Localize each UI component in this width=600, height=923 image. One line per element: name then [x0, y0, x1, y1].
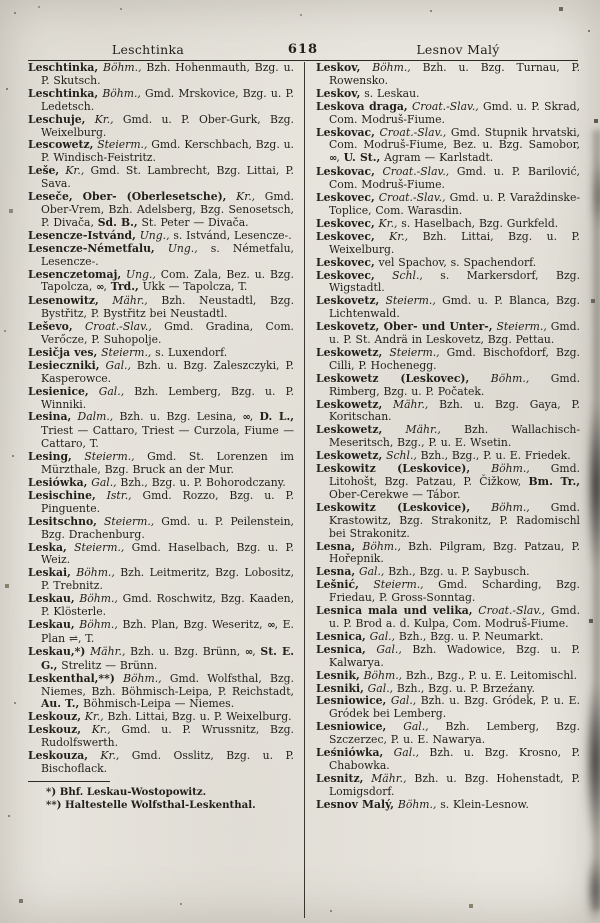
entry-segment: Steierm.,	[382, 345, 440, 359]
gazetteer-entry	[28, 750, 294, 776]
entry-segment: Kr.,	[374, 229, 409, 243]
entry-segment: Lesencze-Németfalu,	[28, 241, 155, 255]
entry-segment: Gmd. u. P. Ober-Gurk, Bzg. Weixelburg.	[41, 112, 294, 139]
gazetteer-entry	[28, 321, 294, 347]
entry-segment: Leskovac,	[316, 165, 375, 179]
gazetteer-entry	[316, 695, 580, 721]
entry-segment: Gal.,	[365, 642, 402, 656]
entry-segment: Croat.-Slav.,	[374, 125, 447, 139]
entry-segment: Gmd. Bischofdorf, Bzg. Cilli, P. Hochenegg.	[329, 345, 580, 372]
entry-segment: Steierm.,	[492, 320, 547, 334]
footnote-text: Haltestelle Wolfsthal-Leskenthal.	[65, 798, 256, 811]
entry-segment: , E. Plan ⇌, T.	[41, 617, 294, 645]
entry-segment: s. Haselbach, Bzg. Gurkfeld.	[397, 216, 559, 230]
entry-segment: Croat.-Slav.,	[72, 320, 152, 334]
entry-segment: Gal.,	[363, 681, 394, 695]
entry-segment: Croat.-Slav.,	[374, 165, 450, 179]
scan-ink-blot	[592, 160, 600, 230]
gazetteer-entry	[316, 502, 580, 541]
entry-segment: Croat.-Slav.,	[407, 99, 479, 113]
entry-segment: Istr.,	[95, 488, 132, 502]
entry-segment: Steierm.,	[71, 450, 135, 464]
gazetteer-entry	[28, 62, 294, 88]
entry-segment: Bzh. Pilgram, Bzg. Patzau, P. Hořepnik.	[329, 539, 580, 566]
page-number: 618	[287, 42, 319, 57]
running-head-left: Leschtinka	[111, 42, 185, 57]
entry-segment: Gmd. u. P. Brod a. d. Kulpa, Com. Modruš-Fiume.	[329, 604, 580, 630]
entry-segment: Leskouz,	[28, 710, 81, 724]
entry-segment: Gal.,	[355, 565, 385, 579]
entry-segment: Gmd. u. P. Skrad, Com. Modruš-Fiume.	[329, 99, 580, 126]
entry-segment: Ober-Cerekwe — Tábor.	[329, 487, 461, 501]
gazetteer-entry	[28, 243, 294, 269]
entry-segment: Böhm.,	[469, 371, 530, 385]
footnote	[28, 799, 294, 812]
gazetteer-entry	[28, 542, 294, 568]
entry-segment: Kr.,	[87, 749, 120, 763]
entry-segment: Leseče, Ober- (Oberlesetsche),	[28, 190, 227, 204]
page-header	[28, 36, 578, 61]
entry-segment: Lesna,	[316, 565, 356, 579]
entry-segment: Gmd. St. Lambrecht, Bzg. Littai, P. Sava.	[41, 164, 294, 191]
footnote-marker: **)	[46, 798, 62, 811]
entry-segment: Bzh., Bzg., P. u. E. Leitomischl.	[402, 668, 578, 682]
entry-segment: s. Istvánd, Lesencze-.	[169, 228, 292, 242]
entry-segment: Lešnić,	[316, 578, 359, 592]
entry-segment: Bzh. Littai, Bzg. u. P. Weixelburg.	[103, 710, 292, 724]
entry-segment: Lesičja ves,	[28, 345, 98, 359]
footnote-marker: *)	[46, 785, 57, 798]
entry-segment: Gmd. Kerschbach, Bzg. u. P. Windisch-Feistritz.	[41, 138, 294, 165]
gazetteer-entry	[28, 360, 294, 386]
gazetteer-entry	[28, 490, 294, 516]
entry-segment: Leschuje,	[28, 112, 86, 126]
gazetteer-entry	[316, 399, 580, 425]
entry-segment: Lesnov Malý,	[316, 797, 395, 811]
scan-ink-blot	[585, 680, 600, 840]
entry-segment: Lesenczetomaj,	[28, 267, 122, 281]
entry-segment: Com. Zala, Bez. u. Bzg. Tapolcza,	[41, 267, 294, 294]
gazetteer-entry	[316, 192, 580, 218]
gazetteer-entry	[28, 88, 294, 114]
scan-noise-specks	[0, 0, 2, 2]
entry-segment: Steierm.,	[93, 138, 148, 152]
entry-segment: Leskowetz (Leskovec),	[316, 371, 470, 385]
entry-segment: Lesnik,	[316, 668, 360, 682]
entry-segment: s. Leskau.	[360, 86, 420, 100]
gazetteer-entry	[316, 773, 580, 799]
entry-segment: Bm. Tr.,	[528, 475, 580, 488]
gazetteer-entry	[316, 644, 580, 670]
entry-segment: Leskova draga,	[316, 99, 408, 113]
gazetteer-entry	[316, 605, 580, 631]
entry-segment: Leskau,	[28, 592, 75, 606]
entry-segment: Böhm.,	[470, 462, 530, 476]
entry-segment: Bzh. u. Bzg. Gaya, P. Koritschan.	[329, 397, 580, 424]
entry-segment: Leskowetz,	[316, 397, 383, 411]
entry-segment: Böhm.,	[70, 566, 115, 580]
gazetteer-entry	[28, 411, 294, 451]
entry-segment: Böhm.,	[114, 671, 162, 685]
entry-segment: Lesnica,	[316, 629, 366, 643]
entry-segment: Lesing,	[28, 450, 72, 464]
entry-segment: Gmd. u. P. Barilović, Com. Modruš-Fiume.	[329, 165, 580, 192]
entry-segment: s. Markersdorf, Bzg. Wigstadtl.	[329, 268, 581, 295]
entry-segment: Sd. B.,	[97, 215, 138, 229]
entry-segment: Triest — Cattaro, Triest — Curzola, Fiume — Cattaro, T.	[41, 424, 294, 451]
entry-segment: Bzh., Bzg. u. P. Neumarkt.	[395, 629, 544, 643]
entry-segment: Gal.,	[88, 384, 125, 398]
entry-segment: Bzh. u. Bzg. Gródek, P. u. E. Gródek bei Lemberg.	[329, 694, 580, 721]
gazetteer-entry	[316, 321, 580, 347]
entry-segment: Ung.,	[135, 228, 170, 242]
entry-segment: Gmd. u. P. Peilenstein, Bzg. Drachenburg.	[41, 514, 294, 541]
entry-segment: Bzh. Lemberg, Bzg. u. P. Winniki.	[41, 384, 294, 411]
entry-segment: Gmd. Rozzo, Bzg. u. P. Pinguente.	[41, 488, 294, 515]
entry-segment: U. St.,	[343, 151, 381, 165]
entry-segment: Gmd. Wolfsthal, Bzg. Niemes, Bzh. Böhmisch-Leipa, P. Reichstadt,	[41, 671, 294, 698]
railway-station-icon: ∞	[242, 412, 250, 424]
entry-segment: Steierm.,	[66, 540, 125, 554]
entry-segment: Leschtinka,	[28, 86, 99, 100]
entry-segment: Böhm.,	[360, 61, 411, 74]
scan-ink-blot	[587, 855, 600, 923]
entry-segment: Böhm.,	[394, 797, 437, 811]
entry-segment: Lesienice,	[28, 384, 89, 398]
entry-segment: Gmd. Haselbach, Bzg. u. P. Weiz.	[41, 540, 294, 567]
entry-segment: Croat.-Slav.,	[472, 604, 546, 618]
gazetteer-entry	[316, 747, 580, 773]
entry-segment: Leskovec,	[316, 216, 375, 230]
entry-segment: Lesniki,	[316, 681, 364, 695]
railway-station-icon: ∞	[267, 619, 275, 631]
entry-segment: Leše,	[28, 164, 60, 178]
gazetteer-entry	[28, 593, 294, 619]
column-left	[28, 62, 304, 918]
entry-segment: Leskowetz,	[316, 423, 383, 437]
entry-segment: Bzh. u. Bzg. Brünn,	[125, 644, 245, 658]
entry-segment: St. E. G.,	[41, 644, 294, 672]
column-left-entries	[28, 62, 294, 776]
entry-segment: Böhmisch-Leipa — Niemes.	[79, 697, 235, 711]
gazetteer-entry	[28, 191, 294, 230]
gazetteer-entry	[316, 541, 580, 567]
entry-segment: Steierm.,	[358, 578, 424, 592]
entry-segment: vel Spachov, s. Spachendorf.	[374, 255, 537, 269]
entry-segment: Ung.,	[121, 267, 156, 281]
entry-segment: Bzh. Wallachisch-Meseritsch, Bzg., P. u. E. Wsetin.	[329, 423, 580, 450]
scan-ink-blot	[587, 400, 600, 570]
entry-segment: Lesenowitz,	[28, 294, 99, 308]
entry-segment: Mähr.,	[98, 294, 148, 308]
entry-segment: Lesnitz,	[316, 771, 364, 785]
entry-segment: Lesischine,	[28, 488, 96, 502]
entry-segment: ,	[252, 644, 261, 658]
entry-segment: Agram — Karlstadt.	[380, 151, 494, 165]
entry-segment: Bzh. Lemberg, Bzg. Szczerzec, P. u. E. Nawarya.	[329, 720, 581, 747]
entry-segment: Leskovec,	[316, 268, 375, 282]
entry-segment: ,	[336, 151, 344, 165]
entry-segment: Böhm.,	[74, 617, 118, 631]
entry-segment: Böhm.,	[98, 86, 141, 100]
entry-segment: Lesiówka,	[28, 476, 88, 489]
gazetteer-entry	[316, 721, 580, 747]
entry-segment: Leskovec,	[316, 229, 375, 243]
entry-segment: Gal.,	[386, 720, 429, 734]
entry-segment: s. Németfalu, Lesencze-.	[41, 241, 294, 268]
entry-segment: Gal.,	[99, 358, 131, 372]
entry-segment: ,	[103, 280, 111, 294]
entry-segment: Bzh. Leitmeritz, Bzg. Lobositz, P. Trebnitz.	[41, 566, 294, 593]
entry-segment: Mähr.,	[85, 644, 126, 658]
entry-segment: Gmd. Scharding, Bzg. Friedau, P. Gross-Sonntag.	[329, 578, 580, 605]
entry-segment: Gmd. Krastowitz, Bzg. Strakonitz, P. Radomischl bei Strakonitz.	[329, 500, 580, 540]
entry-segment: Böhm.,	[355, 539, 401, 553]
entry-segment: Schl.,	[382, 449, 417, 463]
entry-segment: Gmd. Mrskovice, Bzg. u. P. Ledetsch.	[41, 86, 294, 113]
gazetteer-entry	[316, 270, 580, 296]
gazetteer-entry	[28, 386, 294, 412]
gazetteer-entry	[316, 373, 580, 399]
entry-segment: Lesina,	[28, 410, 72, 424]
entry-segment: Bzh. Hohenmauth, Bzg. u. P. Skutsch.	[41, 61, 294, 87]
entry-segment: Leskovetz,	[316, 294, 380, 308]
gazetteer-entry	[316, 347, 580, 373]
entry-segment: Gmd. St. Lorenzen im Mürzthale, Bzg. Bruck an der Mur.	[41, 450, 294, 477]
entry-segment: Lesniowice,	[316, 694, 387, 708]
entry-segment: Lesnica,	[316, 642, 366, 656]
gazetteer-entry	[316, 463, 580, 502]
gazetteer-entry	[316, 799, 580, 812]
entry-segment: Au. T.,	[41, 697, 80, 711]
railway-station-icon: ∞	[96, 282, 104, 294]
entry-segment: Dalm.,	[71, 410, 114, 424]
gazetteer-entry	[28, 646, 294, 673]
gazetteer-entry	[28, 516, 294, 542]
entry-segment: Bzh., Bzg. u. P. Brzeźany.	[393, 681, 535, 695]
gazetteer-entry	[316, 424, 580, 450]
entry-segment: s. Luxendorf.	[151, 345, 228, 359]
entry-segment: Gmd. Roschwitz, Bzg. Kaaden, P. Klösterle.	[41, 592, 295, 619]
entry-segment: Böhm.,	[470, 500, 530, 514]
entry-segment: Leskau,	[28, 617, 75, 631]
entry-segment: Steierm.,	[379, 294, 436, 308]
entry-segment: Lesna,	[316, 539, 356, 553]
entry-segment: Croat.-Slav.,	[374, 191, 446, 205]
entry-segment: Mähr.,	[363, 771, 407, 785]
entry-segment: Lesnica mala und velika,	[316, 604, 473, 618]
gazetteer-entry	[316, 62, 580, 88]
entry-segment: Gmd. u. P. Blanca, Bzg. Lichtenwald.	[329, 294, 580, 321]
entry-segment: St. Peter — Divača.	[137, 215, 249, 229]
gazetteer-entry	[28, 269, 294, 296]
entry-segment: Gmd. u. P. Varaždinske-Toplice, Com. Warasdin.	[329, 191, 580, 217]
entry-segment: Kr.,	[374, 216, 398, 230]
entry-segment: Gmd. Ober-Vrem, Bzh. Adelsberg, Bzg. Senosetsch, P. Divača,	[41, 190, 294, 229]
entry-segment: Bzh. u. Bzg. Zaleszczyki, P. Kasperowce.	[41, 358, 294, 385]
railway-station-icon: ∞	[244, 646, 253, 658]
entry-segment: Böhm.,	[74, 592, 118, 606]
entry-segment: Bzh. Neustadtl, Bzg. Bystřitz, P. Bystřitz bei Neustadtl.	[41, 294, 294, 321]
scan-edge-smudge	[590, 130, 600, 910]
entry-segment: Steierm.,	[97, 345, 152, 359]
entry-segment: Leskovetz, Ober- und Unter-,	[316, 320, 493, 334]
entry-segment: Leskowitz (Leskovice),	[316, 500, 471, 514]
gazetteer-entry	[28, 295, 294, 321]
footnotes	[28, 781, 294, 812]
entry-segment: Leskowetz,	[316, 449, 383, 463]
entry-segment: Mähr.,	[382, 423, 441, 437]
gazetteer-entry	[28, 673, 294, 712]
entry-segment: Kr.,	[59, 164, 85, 178]
entry-segment: Leskov,	[316, 86, 361, 100]
entry-segment: Gmd. u. P. St. Andrä in Leskovetz, Bzg. Pettau.	[329, 320, 580, 347]
gazetteer-entry	[316, 101, 580, 127]
entry-segment: Mähr.,	[382, 397, 429, 411]
gazetteer-entry	[28, 619, 294, 646]
entry-segment: Lescowetz,	[28, 138, 94, 152]
entry-segment: Leskouz,	[28, 723, 81, 737]
entry-segment: Leskowetz,	[316, 345, 383, 359]
entry-segment: Kr.,	[85, 112, 114, 126]
entry-segment: Lesencze-Istvánd,	[28, 228, 136, 242]
entry-segment: Böhm.,	[98, 61, 142, 74]
entry-segment: Schl.,	[374, 268, 423, 282]
entry-segment: Leskouza,	[28, 749, 88, 763]
gazetteer-entry	[28, 165, 294, 191]
text-columns	[28, 62, 580, 918]
entry-segment: Gal.,	[365, 629, 396, 643]
entry-segment: Steierm.,	[96, 514, 155, 528]
gazetteer-entry	[28, 567, 294, 593]
gazetteer-entry	[316, 231, 580, 257]
footnote	[28, 786, 294, 799]
entry-segment: Bzh. Plan, Bzg. Weseritz,	[117, 617, 268, 631]
entry-segment: Lesitschno,	[28, 514, 97, 528]
entry-segment: Kr.,	[226, 190, 256, 204]
entry-segment: Leševo,	[28, 320, 73, 334]
entry-segment: Kr.,	[80, 710, 104, 724]
entry-segment: Gal.,	[87, 476, 117, 489]
gazetteer-entry	[316, 127, 580, 167]
entry-segment: ,	[249, 410, 260, 424]
entry-segment: Leskowitz (Leskovice),	[316, 462, 471, 476]
entry-segment: Kr.,	[80, 723, 111, 737]
entry-segment: D. L.,	[259, 410, 294, 424]
entry-segment: Gmd. Osslitz, Bzg. u. P. Bischoflack.	[41, 749, 294, 775]
gazetteer-entry	[28, 724, 294, 750]
running-head-right: Lesnov Malý	[416, 42, 500, 57]
entry-segment: Gmd. u. P. Wrussnitz, Bzg. Rudolfswerth.	[41, 723, 294, 750]
entry-segment: Lesieczniki,	[28, 358, 100, 372]
entry-segment: Leskovec,	[316, 191, 375, 205]
gazetteer-entry	[28, 114, 294, 140]
entry-segment: s. Klein-Lesnow.	[436, 797, 529, 811]
entry-segment: Bzh. u. Bzg. Lesina,	[113, 410, 243, 424]
entry-segment: Leskenthal,**)	[28, 671, 115, 685]
entry-segment: Ukk — Tapolcza, T.	[138, 280, 248, 294]
entry-segment: Trd.,	[110, 280, 139, 294]
entry-segment: Leskov,	[316, 61, 361, 74]
entry-segment: Leskovec,	[316, 255, 375, 269]
gazetteer-entry	[316, 579, 580, 605]
entry-segment: Gmd. Rimberg, Bzg. u. P. Počatek.	[329, 371, 581, 398]
gazetteer-entry	[28, 139, 294, 165]
gazetteer-entry	[316, 166, 580, 192]
entry-segment: Ung.,	[154, 241, 198, 255]
entry-segment: Bzh. Wadowice, Bzg. u. P. Kalwarya.	[329, 642, 580, 669]
footnote-text: Bhf. Leskau-Wostopowitz.	[59, 785, 207, 798]
entry-segment: Gal.,	[383, 746, 420, 760]
railway-station-icon: ∞	[329, 153, 337, 165]
entry-segment: Gmd. Stupnik hrvatski, Com. Modruš-Fiume, Bez. u. Bzg. Samobor,	[329, 125, 580, 152]
entry-segment: Leskai,	[28, 566, 71, 580]
entry-segment: Gmd. Gradina, Com. Verőcze, P. Suhopolje.	[41, 320, 294, 347]
column-right	[304, 62, 580, 918]
entry-segment: Bzh. u. Bzg. Krosno, P. Chabowka.	[329, 746, 580, 772]
entry-segment: Bzh. u. Bzg. Hohenstadt, P. Lomigsdorf.	[329, 771, 580, 798]
entry-segment: Leska,	[28, 540, 67, 554]
entry-segment: Bzh., Bzg., P. u. E. Friedek.	[416, 449, 571, 463]
entry-segment: Leschtinka,	[28, 61, 99, 74]
gazetteer-entry	[316, 295, 580, 321]
entry-segment: Gal.,	[386, 694, 417, 708]
entry-segment: Bzh., Bzg. u. P. Saybusch.	[384, 565, 530, 579]
entry-segment: Böhm.,	[359, 668, 403, 682]
entry-segment: Bzh., Bzg. u. P. Bohorodczany.	[116, 476, 286, 489]
entry-segment: Bzh. Littai, Bzg. u. P. Weixelburg.	[329, 229, 580, 256]
footnote-separator-rule	[28, 781, 110, 782]
entry-segment: Strelitz — Brünn.	[57, 658, 158, 672]
entry-segment: Lesniowice,	[316, 720, 387, 734]
entry-segment: Leskovac,	[316, 125, 375, 139]
gazetteer-entry	[28, 451, 294, 477]
entry-segment: Bzh. u. Bzg. Turnau, P. Rowensko.	[329, 61, 580, 87]
entry-segment: Gmd. Litohošt, Bzg. Patzau, P. Čižkow,	[329, 462, 580, 488]
entry-segment: Leśniówka,	[316, 746, 384, 760]
entry-segment: Leskau,*)	[28, 644, 86, 658]
